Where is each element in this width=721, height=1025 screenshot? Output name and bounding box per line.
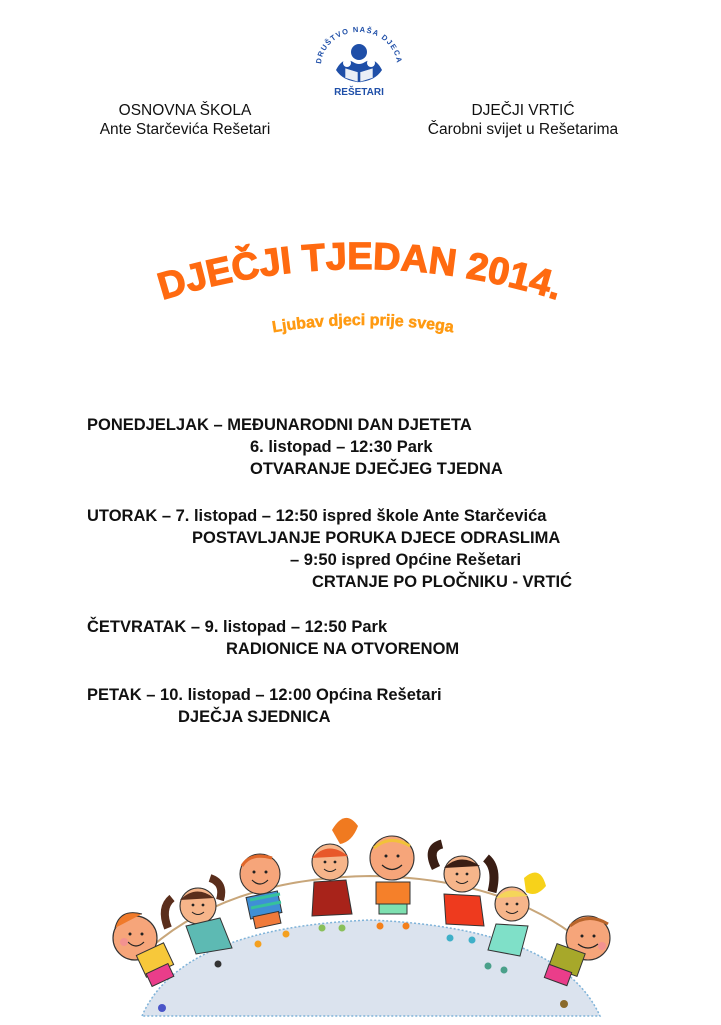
event-subtitle <box>238 302 488 342</box>
schedule-monday-activity: OTVARANJE DJEČJEG TJEDNA <box>250 460 503 478</box>
svg-text:DJEČJI TJEDAN 2014. <box>153 236 567 309</box>
school-header <box>60 101 310 139</box>
child-figure <box>370 836 414 930</box>
schedule-tuesday-heading: UTORAK – 7. listopad – 12:50 ispred škole Ante Starčevića <box>87 507 547 525</box>
school-name: Ante Starčevića Rešetari <box>99 121 271 138</box>
schedule-monday-heading: PONEDJELJAK – MEĐUNARODNI DAN DJETETA <box>87 416 472 434</box>
event-subtitle-text: Ljubav djeci prije svega <box>271 311 455 337</box>
schedule-friday-activity: DJEČJA SJEDNICA <box>178 708 331 726</box>
children-globe-illustration <box>100 808 640 1020</box>
schedule-monday-time: 6. listopad – 12:30 Park <box>250 438 433 456</box>
logo-name: REŠETARI <box>334 87 384 98</box>
schedule-tuesday-activity-1: POSTAVLJANJE PORUKA DJECE ODRASLIMA <box>192 529 561 547</box>
kindergarten-type: DJEČJI VRTIĆ <box>471 102 575 119</box>
schedule-thursday-heading: ČETVRATAK – 9. listopad – 12:50 Park <box>87 618 388 636</box>
schedule-tuesday-activity-2: CRTANJE PO PLOČNIKU - VRTIĆ <box>312 573 573 591</box>
school-type: OSNOVNA ŠKOLA <box>118 102 252 119</box>
schedule-tuesday-time-2: – 9:50 ispred Općine Rešetari <box>290 551 522 569</box>
event-title <box>140 232 580 312</box>
schedule-friday-heading: PETAK – 10. listopad – 12:00 Općina Rešetari <box>87 686 442 704</box>
svg-text:Ljubav djeci prije svega <box>271 312 455 336</box>
child-figure <box>312 818 358 932</box>
organization-logo <box>303 26 415 98</box>
schedule-thursday-activity: RADIONICE NA OTVORENOM <box>226 640 460 658</box>
logo-arc-text: DRUŠTVO NAŠA DJECA <box>313 26 405 65</box>
event-title-text: DJEČJI TJEDAN 2014. <box>153 235 568 309</box>
kindergarten-header <box>398 101 648 139</box>
kindergarten-name: Čarobni svijet u Rešetarima <box>427 121 619 138</box>
